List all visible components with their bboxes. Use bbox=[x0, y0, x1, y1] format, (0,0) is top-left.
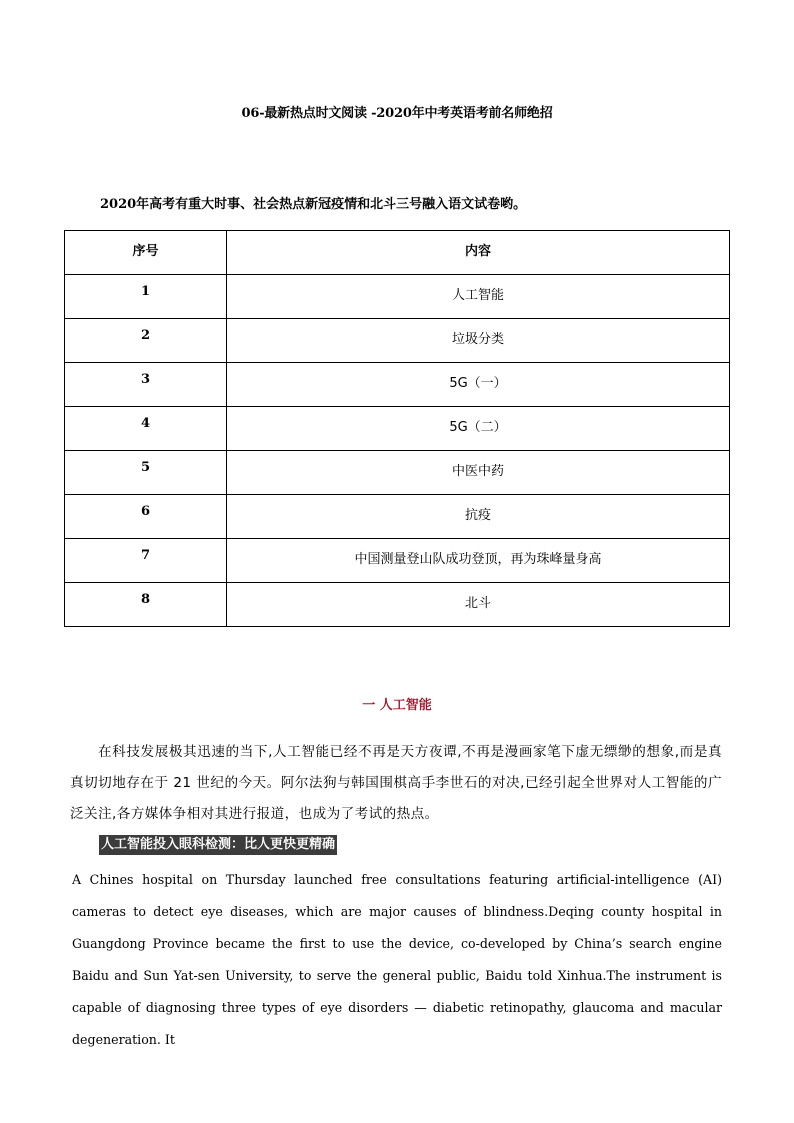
table-row bbox=[65, 451, 730, 495]
row-number: 3 bbox=[65, 363, 227, 407]
row-content: 抗疫 bbox=[227, 495, 730, 539]
english-paragraph: A Chines hospital on Thursday launched free consultations featuring artificial-intelligence (AI) cameras to detect eye diseases, which are major causes of blindness.Deqing county hospital in Guangdong Province became the first to use the device, co-developed by China’s search engine Baidu and Sun Yat-sen University, to serve the general public, Baidu told Xinhua.The instrument is capable of diagnosing three types of eye disorders — diabetic retinopathy, glaucoma and macular degeneration. It bbox=[72, 872, 722, 1047]
row-number: 6 bbox=[65, 495, 227, 539]
table-row bbox=[65, 495, 730, 539]
intro-sentence: 2020年高考有重大时事、社会热点新冠疫情和北斗三号融入语文试卷哟。 bbox=[100, 197, 527, 212]
row-number: 1 bbox=[65, 275, 227, 319]
hot-topics-table bbox=[64, 230, 730, 627]
row-number: 7 bbox=[65, 539, 227, 583]
header-content: 内容 bbox=[227, 231, 730, 275]
table-row bbox=[65, 275, 730, 319]
row-content: 人工智能 bbox=[227, 275, 730, 319]
table-row bbox=[65, 407, 730, 451]
row-content: 中国测量登山队成功登顶，再为珠峰量身高 bbox=[227, 539, 730, 583]
row-content: 中医中药 bbox=[227, 451, 730, 495]
row-content: 垃圾分类 bbox=[227, 319, 730, 363]
row-number: 4 bbox=[65, 407, 227, 451]
row-content: 北斗 bbox=[227, 583, 730, 627]
row-number: 2 bbox=[65, 319, 227, 363]
table-row bbox=[65, 539, 730, 583]
header-number: 序号 bbox=[65, 231, 227, 275]
table-row bbox=[65, 583, 730, 627]
table-row bbox=[65, 319, 730, 363]
article-subheading: 人工智能投入眼科检测：比人更快更精确 bbox=[99, 835, 337, 855]
table-row bbox=[65, 363, 730, 407]
row-content: 5G（一） bbox=[227, 363, 730, 407]
row-number: 5 bbox=[65, 451, 227, 495]
section-title: 一 人工智能 bbox=[362, 698, 432, 713]
document-title: 06-最新热点时文阅读 -2020年中考英语考前名师绝招 bbox=[241, 106, 553, 121]
row-content: 5G（二） bbox=[227, 407, 730, 451]
row-number: 8 bbox=[65, 583, 227, 627]
chinese-paragraph: 在科技发展极其迅速的当下,人工智能已经不再是天方夜谭,不再是漫画家笔下虚无缥缈的想象,而是真真切切地存在于 21 世纪的今天。阿尔法狗与韩国围棋高手李世石的对决,已经引起全世界对人工智能的广泛关注,各方媒体争相对其进行报道，也成为了考试的热点。 bbox=[70, 744, 722, 822]
table-header-row bbox=[65, 231, 730, 275]
